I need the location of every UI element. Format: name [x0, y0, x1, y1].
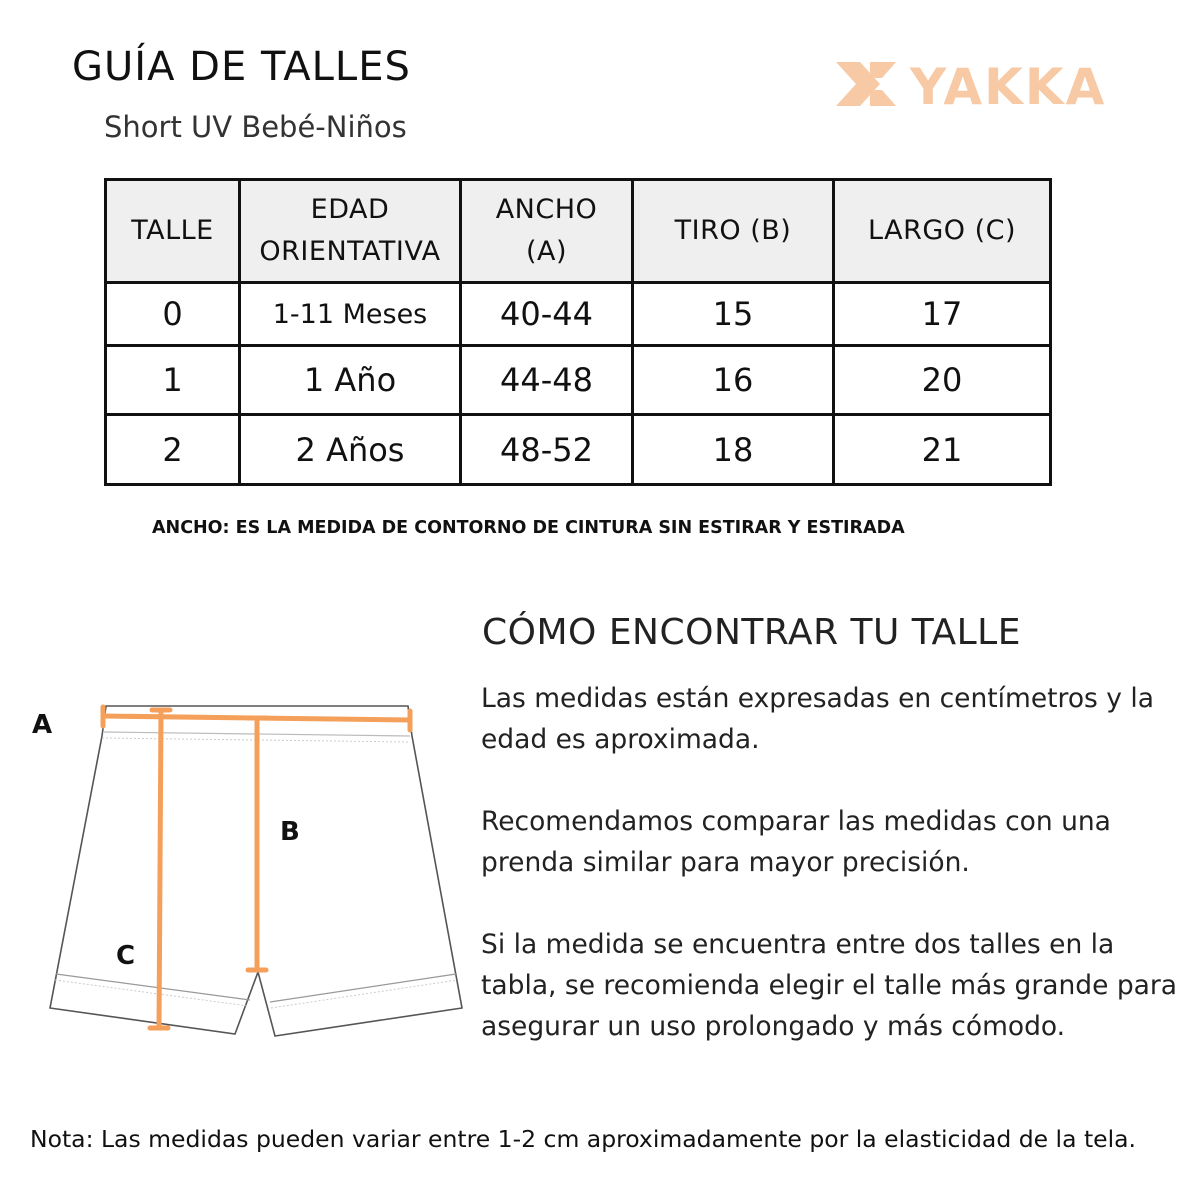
- cell-ancho: 44-48: [461, 346, 633, 415]
- page-subtitle: Short UV Bebé-Niños: [104, 110, 407, 144]
- label-a: A: [32, 710, 53, 740]
- how-to-title: CÓMO ENCONTRAR TU TALLE: [482, 612, 1021, 653]
- cell-largo: 20: [834, 346, 1051, 415]
- size-table: [104, 178, 1052, 486]
- cell-talle: 1: [106, 346, 240, 415]
- brand-logo: [834, 56, 1130, 112]
- logo-x-mark-icon: [836, 62, 896, 106]
- cell-largo: 21: [834, 415, 1051, 485]
- cell-edad: 1-11 Meses: [240, 283, 461, 346]
- ancho-definition-note: ANCHO: ES LA MEDIDA DE CONTORNO DE CINTURA SIN ESTIRAR Y ESTIRADA: [152, 518, 905, 538]
- header-talle: TALLE: [106, 180, 240, 283]
- how-to-paragraph-between-sizes: Si la medida se encuentra entre dos talles en la tabla, se recomienda elegir el talle más grande para asegurar un uso prolongado y más cómodo.: [481, 929, 1178, 1042]
- cell-talle: 2: [106, 415, 240, 485]
- header-largo: LARGO (C): [834, 180, 1051, 283]
- table-row: [106, 283, 1051, 346]
- cell-tiro: 18: [633, 415, 834, 485]
- cell-edad: 2 Años: [240, 415, 461, 485]
- elasticity-note: Nota: Las medidas pueden variar entre 1-2 cm aproximadamente por la elasticidad de la tela.: [30, 1125, 1137, 1153]
- cell-tiro: 15: [633, 283, 834, 346]
- header-ancho: ANCHO (A): [461, 180, 633, 283]
- page-title: GUÍA DE TALLES: [72, 44, 411, 90]
- logo-wordmark: YAKKA: [910, 58, 1107, 112]
- measure-lines: [103, 707, 410, 1028]
- shorts-measurement-diagram: [28, 690, 478, 1050]
- cell-ancho: 40-44: [461, 283, 633, 346]
- how-to-paragraph-compare: Recomendamos comparar las medidas con una prenda similar para mayor precisión.: [481, 806, 1111, 878]
- measure-c-line: [159, 710, 161, 1028]
- table-header-row: [106, 180, 1051, 283]
- how-to-paragraph-units: Las medidas están expresadas en centímetros y la edad es aproximada.: [481, 683, 1154, 755]
- label-b: B: [280, 817, 300, 847]
- header-tiro: TIRO (B): [633, 180, 834, 283]
- cell-tiro: 16: [633, 346, 834, 415]
- cell-talle: 0: [106, 283, 240, 346]
- cell-largo: 17: [834, 283, 1051, 346]
- cell-edad: 1 Año: [240, 346, 461, 415]
- label-c: C: [116, 941, 136, 971]
- table-row: [106, 346, 1051, 415]
- cell-ancho: 48-52: [461, 415, 633, 485]
- header-edad: EDAD ORIENTATIVA: [240, 180, 461, 283]
- table-row: [106, 415, 1051, 485]
